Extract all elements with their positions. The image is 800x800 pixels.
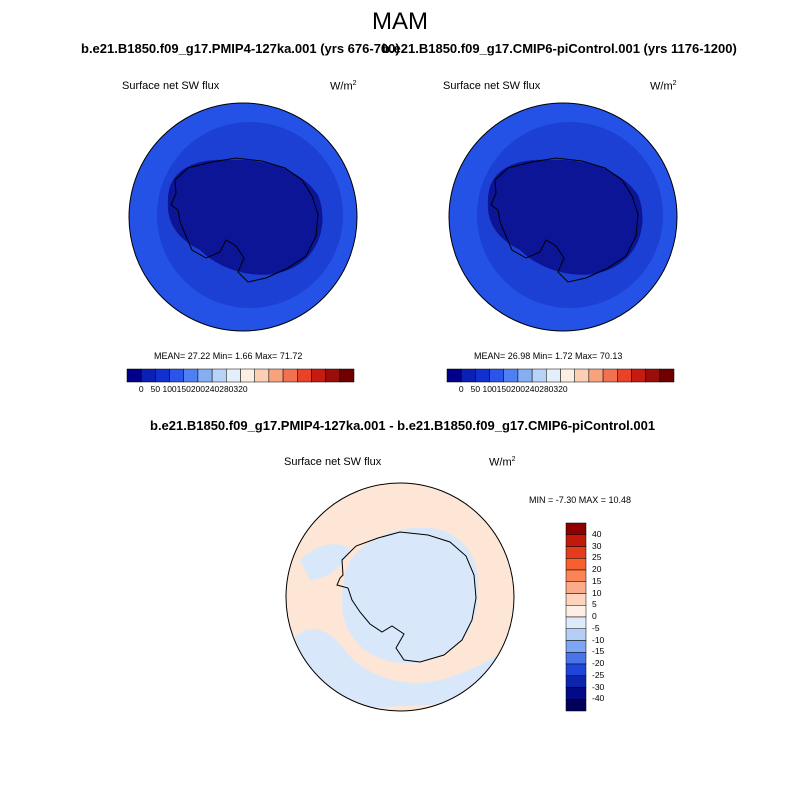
diff-colorbar-swatch-2: [566, 547, 586, 559]
left-polar-map: [129, 103, 357, 331]
left-panel-stats: MEAN= 27.22 Min= 1.66 Max= 71.72: [154, 351, 303, 361]
left-panel-title: b.e21.B1850.f09_g17.PMIP4-127ka.001 (yrs 676-700): [81, 41, 400, 56]
diff-colorbar-swatch-14: [566, 688, 586, 700]
right-colorbar-swatch-13: [631, 369, 645, 382]
left-colorbar-tick-label: 50: [150, 384, 161, 394]
right-colorbar-tick-label: 0: [458, 384, 464, 394]
left-colorbar-swatch-5: [198, 369, 212, 382]
left-colorbar-swatch-6: [212, 369, 226, 382]
diff-colorbar-tick-label: -5: [592, 622, 600, 633]
diff-colorbar-tick-label: 5: [592, 599, 597, 610]
left-colorbar-tick-label: 280: [219, 384, 234, 394]
difference-polar-map: [286, 483, 520, 712]
right-units-label: $W/m^2$: [650, 80, 677, 93]
right-colorbar-tick-label: 280: [539, 384, 554, 394]
right-colorbar-swatch-7: [546, 369, 560, 382]
left-colorbar-swatch-14: [326, 369, 340, 382]
diff-colorbar-tick-label: -25: [592, 669, 605, 680]
diff-colorbar-tick-label: 20: [592, 564, 602, 574]
diff-colorbar-tick-label: 30: [592, 540, 602, 551]
left-colorbar: [127, 369, 354, 382]
difference-panel-title: b.e21.B1850.f09_g17.PMIP4-127ka.001 - b.e21.B1850.f09_g17.CMIP6-piControl.001: [150, 418, 656, 433]
right-colorbar-tick-label: 100: [482, 384, 497, 394]
left-colorbar-swatch-8: [241, 369, 255, 382]
left-colorbar-tick-label: 100: [162, 384, 177, 394]
diff-colorbar-tick-label: -10: [592, 634, 605, 645]
season-title: MAM: [372, 8, 428, 35]
right-panel-title: b.e21.B1850.f09_g17.CMIP6-piControl.001 (yrs 1176-1200): [382, 41, 737, 56]
right-colorbar-swatch-3: [490, 369, 504, 382]
right-colorbar-swatch-9: [575, 369, 589, 382]
diff-map-negative-region-main: [342, 528, 478, 663]
left-colorbar-tick-label: 200: [190, 384, 206, 394]
right-colorbar-swatch-5: [518, 369, 532, 382]
right-polar-map: [449, 103, 677, 331]
left-colorbar-swatch-11: [283, 369, 297, 382]
left-colorbar-swatch-0: [127, 369, 141, 382]
diff-colorbar-tick-label: 0: [592, 611, 597, 621]
left-colorbar-swatch-1: [141, 369, 155, 382]
left-variable-label: Surface net SW flux: [122, 80, 220, 92]
right-colorbar-swatch-15: [660, 369, 674, 382]
left-colorbar-swatch-9: [255, 369, 269, 382]
diff-colorbar-swatch-1: [566, 535, 586, 547]
diff-colorbar-tick-label: -40: [592, 693, 605, 704]
left-colorbar-swatch-4: [184, 369, 198, 382]
right-colorbar-tick-label: 50: [470, 384, 481, 394]
right-variable-label: Surface net SW flux: [443, 80, 541, 92]
left-colorbar-swatch-7: [226, 369, 240, 382]
left-colorbar-swatch-15: [340, 369, 354, 382]
diff-colorbar-tick-label: 15: [592, 575, 602, 586]
right-colorbar-swatch-8: [561, 369, 575, 382]
right-colorbar-swatch-4: [504, 369, 518, 382]
left-colorbar-tick-label: 320: [233, 384, 248, 394]
diff-colorbar-swatch-6: [566, 594, 586, 606]
diff-colorbar-swatch-7: [566, 605, 586, 617]
left-colorbar-tick-label: 0: [138, 384, 144, 394]
diff-colorbar-tick-label: 25: [592, 552, 602, 563]
right-colorbar-swatch-0: [447, 369, 461, 382]
diff-colorbar-tick-label: -20: [592, 658, 605, 668]
left-colorbar-swatch-12: [297, 369, 311, 382]
diff-colorbar-swatch-12: [566, 664, 586, 676]
left-colorbar-swatch-3: [170, 369, 184, 382]
left-units-label: $W/m^2$: [330, 80, 357, 93]
right-colorbar-tick-label: 150: [496, 384, 511, 394]
right-colorbar-swatch-11: [603, 369, 617, 382]
diff-colorbar-swatch-9: [566, 629, 586, 641]
left-colorbar-swatch-10: [269, 369, 283, 382]
diff-colorbar-swatch-15: [566, 699, 586, 711]
left-colorbar-swatch-13: [311, 369, 325, 382]
diff-colorbar-tick-label: -15: [592, 646, 605, 657]
right-colorbar: [447, 369, 674, 382]
diff-colorbar-tick-label: 40: [592, 528, 602, 539]
diff-panel-stats: MIN = -7.30 MAX = 10.48: [529, 495, 632, 505]
left-colorbar-swatch-2: [155, 369, 169, 382]
diff-colorbar-tick-label: 10: [592, 587, 602, 598]
diff-colorbar-swatch-0: [566, 523, 586, 535]
right-colorbar-swatch-14: [646, 369, 660, 382]
diff-colorbar-swatch-10: [566, 641, 586, 653]
right-colorbar-swatch-1: [461, 369, 475, 382]
difference-colorbar: [566, 523, 586, 711]
right-colorbar-swatch-2: [475, 369, 489, 382]
diff-variable-label: Surface net SW flux: [284, 456, 382, 468]
right-colorbar-swatch-12: [617, 369, 631, 382]
diff-colorbar-swatch-4: [566, 570, 586, 582]
right-colorbar-tick-label: 320: [553, 384, 568, 394]
diff-colorbar-swatch-8: [566, 617, 586, 629]
right-panel-stats: MEAN= 26.98 Min= 1.72 Max= 70.13: [474, 351, 623, 361]
left-colorbar-tick-label: 150: [176, 384, 191, 394]
right-colorbar-swatch-10: [589, 369, 603, 382]
right-colorbar-tick-label: 200: [510, 384, 526, 394]
right-colorbar-swatch-6: [532, 369, 546, 382]
diff-colorbar-swatch-13: [566, 676, 586, 688]
diff-colorbar-swatch-11: [566, 652, 586, 664]
diff-units-label: $W/m^2$: [489, 456, 516, 469]
diff-colorbar-swatch-5: [566, 582, 586, 594]
left-colorbar-tick-label: 240: [205, 384, 220, 394]
right-colorbar-tick-label: 240: [525, 384, 540, 394]
diff-colorbar-tick-label: -30: [592, 681, 605, 692]
diff-colorbar-swatch-3: [566, 558, 586, 570]
